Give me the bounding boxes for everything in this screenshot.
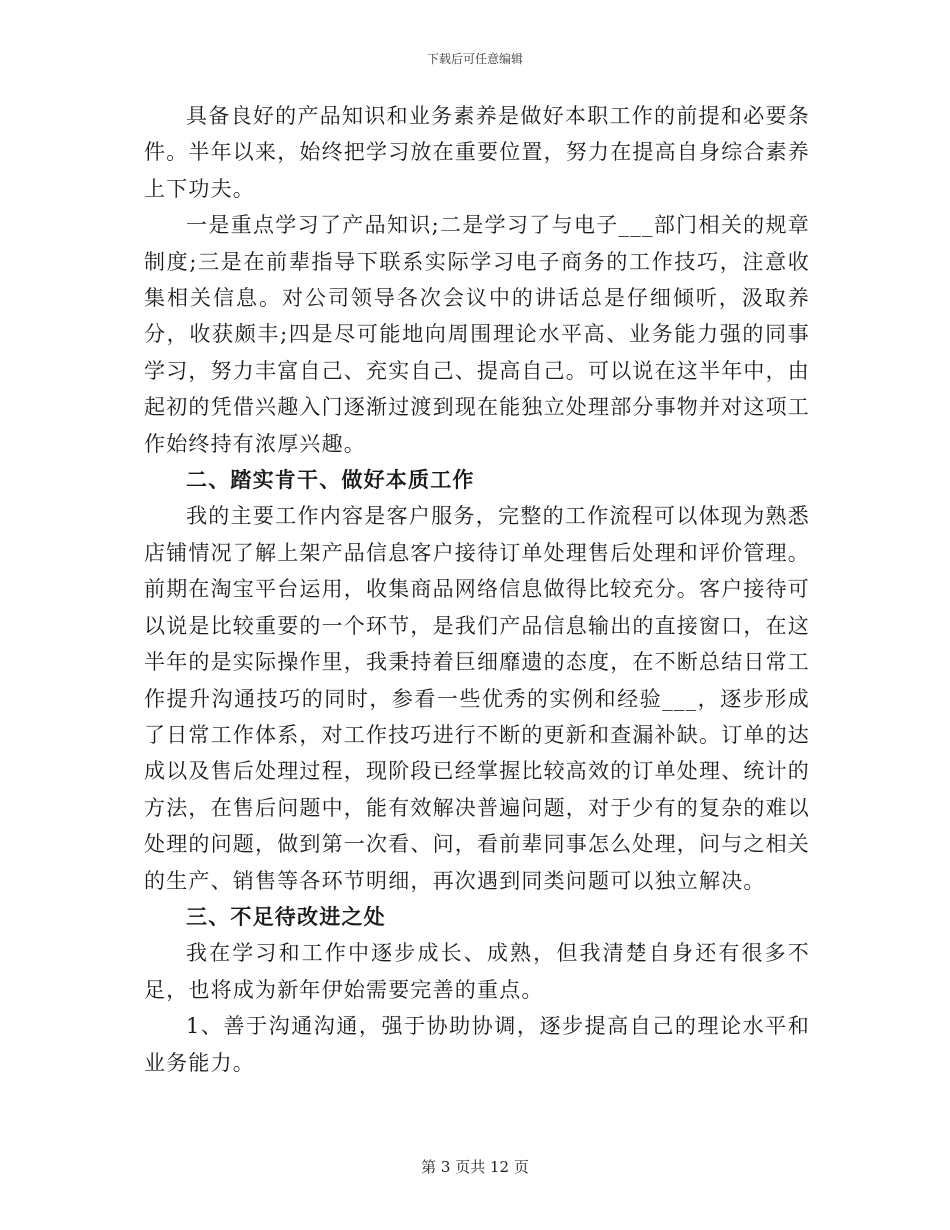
paragraph: 我在学习和工作中逐步成长、成熟，但我清楚自身还有很多不足，也将成为新年伊始需要完善的重点。 bbox=[144, 941, 810, 1002]
paragraph: 1、善于沟通沟通，强于协助协调，逐步提高自己的理论水平和业务能力。 bbox=[144, 1014, 810, 1075]
paragraph: 我的主要工作内容是客户服务，完整的工作流程可以体现为熟悉店铺情况了解上架产品信息客户接待订单处理售后处理和评价管理。前期在淘宝平台运用，收集商品网络信息做得比较充分。客户接待可以说是比较重要的一个环节，是我们产品信息输出的直接窗口，在这半年的是实际操作里，我秉持着巨细靡遗的态度，在不断总结日常工作提升沟通技巧的同时，参看一些优秀的实例和经验___，逐步形成了日常工作体系，对工作技巧进行不断的更新和查漏补缺。订单的达成以及售后处理过程，现阶段已经掌握比较高效的订单处理、统计的方法，在售后问题中，能有效解决普遍问题，对于少有的复杂的难以处理的问题，做到第一次看、问，看前辈同事怎么处理，问与之相关的生产、销售等各环节明细，再次遇到同类问题可以独立解决。 bbox=[144, 504, 810, 893]
paragraph: 具备良好的产品知识和业务素养是做好本职工作的前提和必要条件。半年以来，始终把学习放在重要位置，努力在提高自身综合素养上下功夫。 bbox=[144, 104, 810, 201]
paragraph: 一是重点学习了产品知识;二是学习了与电子___部门相关的规章制度;三是在前辈指导下联系实际学习电子商务的工作技巧，注意收集相关信息。对公司领导各次会议中的讲话总是仔细倾听，汲取养分，收获颇丰;四是尽可能地向周围理论水平高、业务能力强的同事学习，努力丰富自己、充实自己、提高自己。可以说在这半年中，由起初的凭借兴趣入门逐渐过渡到现在能独立处理部分事物并对这项工作始终持有浓厚兴趣。 bbox=[144, 213, 810, 456]
section-heading: 二、踏实肯干、做好本质工作 bbox=[186, 467, 475, 493]
document-body bbox=[144, 98, 810, 1081]
section-heading: 三、不足待改进之处 bbox=[186, 903, 386, 929]
page-header: 下载后可任意编辑 bbox=[426, 52, 523, 66]
page-footer: 第 3 页共 12 页 bbox=[421, 1158, 529, 1176]
